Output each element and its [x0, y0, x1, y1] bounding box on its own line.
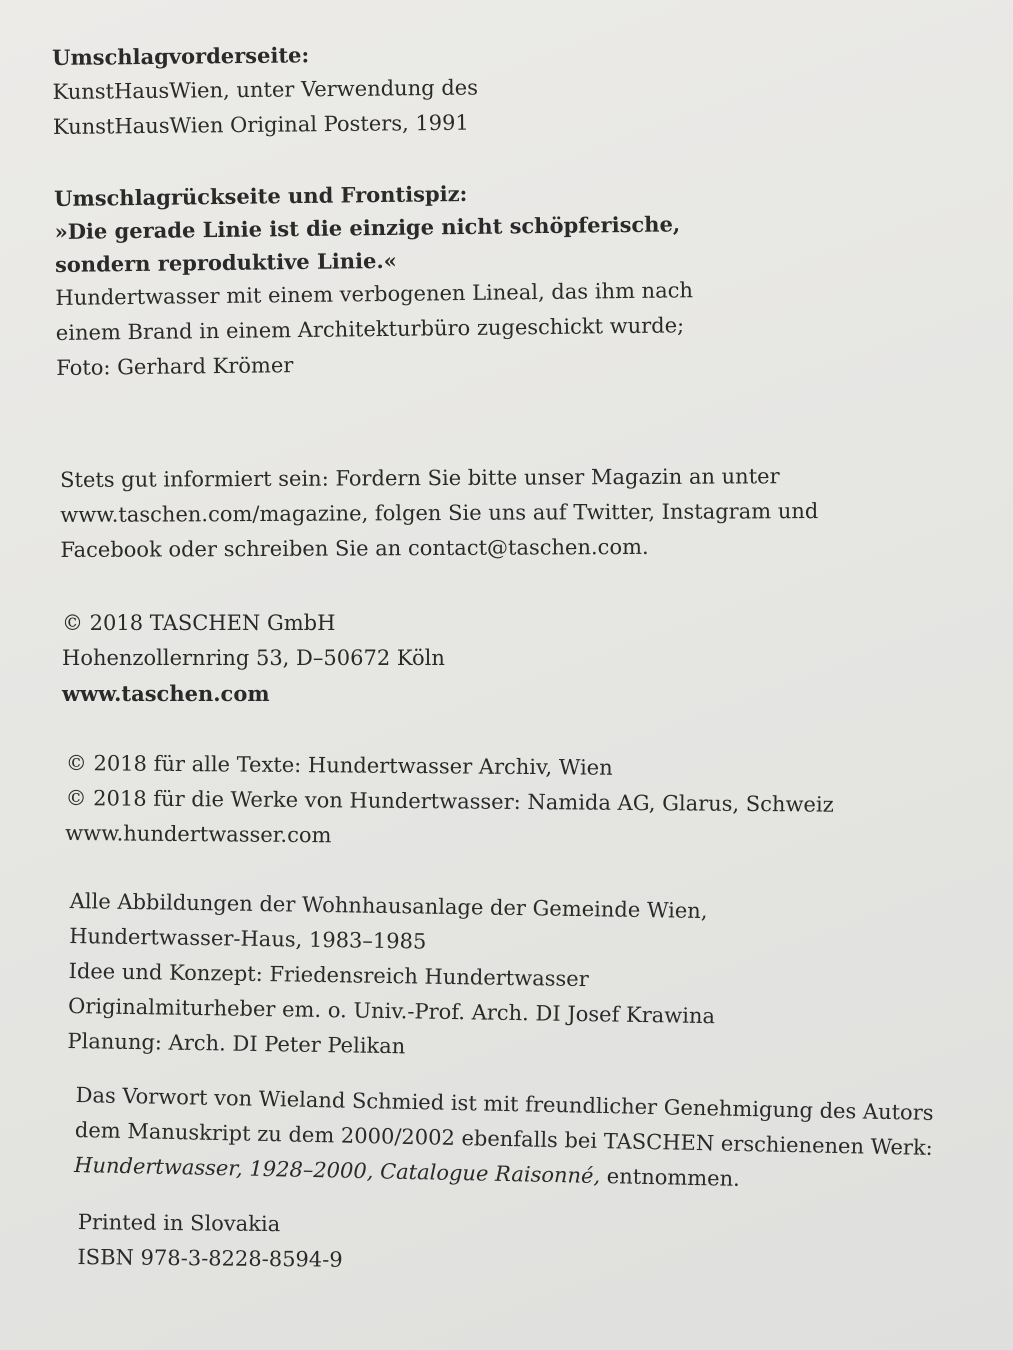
publisher-address: Hohenzollernring 53, D–50672 Köln: [62, 646, 445, 670]
quote-line: »Die gerade Linie ist die einzige nicht schöpferische,: [54, 211, 681, 244]
caption-line: Foto: Gerhard Krömer: [56, 353, 294, 380]
newsletter-line: Stets gut informiert sein: Fordern Sie bitte unser Magazin an unter: [60, 464, 780, 492]
architecture-line: Originalmiturheber em. o. Univ.-Prof. Arch. DI Josef Krawina: [67, 993, 716, 1029]
architecture-line: Idee und Konzept: Friedensreich Hundertwasser: [68, 958, 589, 992]
newsletter-line: www.taschen.com/magazine, folgen Sie uns auf Twitter, Instagram und: [60, 499, 819, 527]
isbn: ISBN 978-3-8228-8594-9: [77, 1244, 343, 1272]
back-cover-credit: [54, 174, 694, 386]
printing-info: [77, 1205, 343, 1278]
quote-line: sondern reproduktive Linie.«: [54, 247, 397, 277]
front-cover-line: KunstHausWien Original Posters, 1991: [52, 110, 469, 139]
copyright-notices: [65, 746, 834, 858]
copyright-website: www.hundertwasser.com: [65, 820, 332, 848]
publisher-copyright: © 2018 TASCHEN GmbH: [62, 611, 336, 635]
foreword-tail: entnommen.: [599, 1164, 741, 1191]
copyright-line: © 2018 für alle Texte: Hundertwasser Archiv, Wien: [65, 750, 613, 780]
newsletter-line: Facebook oder schreiben Sie an contact@taschen.com.: [60, 534, 649, 562]
newsletter-notice: [60, 459, 819, 568]
foreword-line: Das Vorwort von Wieland Schmied ist mit freundlicher Genehmigung des Autors: [75, 1082, 934, 1125]
publisher-info: [62, 606, 445, 711]
architecture-line: Hundertwasser-Haus, 1983–1985: [68, 923, 427, 954]
back-cover-heading: Umschlagrückseite und Frontispiz:: [54, 180, 468, 211]
publisher-website: www.taschen.com: [62, 681, 270, 706]
foreword-line: dem Manuskript zu dem 2000/2002 ebenfalls bei TASCHEN erschienenen Werk:: [74, 1117, 934, 1160]
foreword-credit: [74, 1078, 934, 1201]
architecture-line: Alle Abbildungen der Wohnhausanlage der Gemeinde Wien,: [69, 888, 708, 924]
caption-line: Hundertwasser mit einem verbogenen Lineal, das ihm nach: [55, 278, 694, 310]
architecture-credits: [67, 884, 717, 1069]
printed-in: Printed in Slovakia: [77, 1209, 281, 1237]
front-cover-credit: [52, 36, 478, 145]
architecture-line: Planung: Arch. DI Peter Pelikan: [67, 1028, 406, 1059]
catalogue-title: Hundertwasser, 1928–2000, Catalogue Raisonné,: [73, 1152, 601, 1188]
copyright-line: © 2018 für die Werke von Hundertwasser: Namida AG, Glarus, Schweiz: [65, 785, 834, 817]
front-cover-heading: Umschlagvorderseite:: [52, 42, 310, 70]
caption-line: einem Brand in einem Architekturbüro zugeschickt wurde;: [55, 313, 685, 345]
front-cover-line: KunstHausWien, unter Verwendung des: [52, 75, 479, 104]
